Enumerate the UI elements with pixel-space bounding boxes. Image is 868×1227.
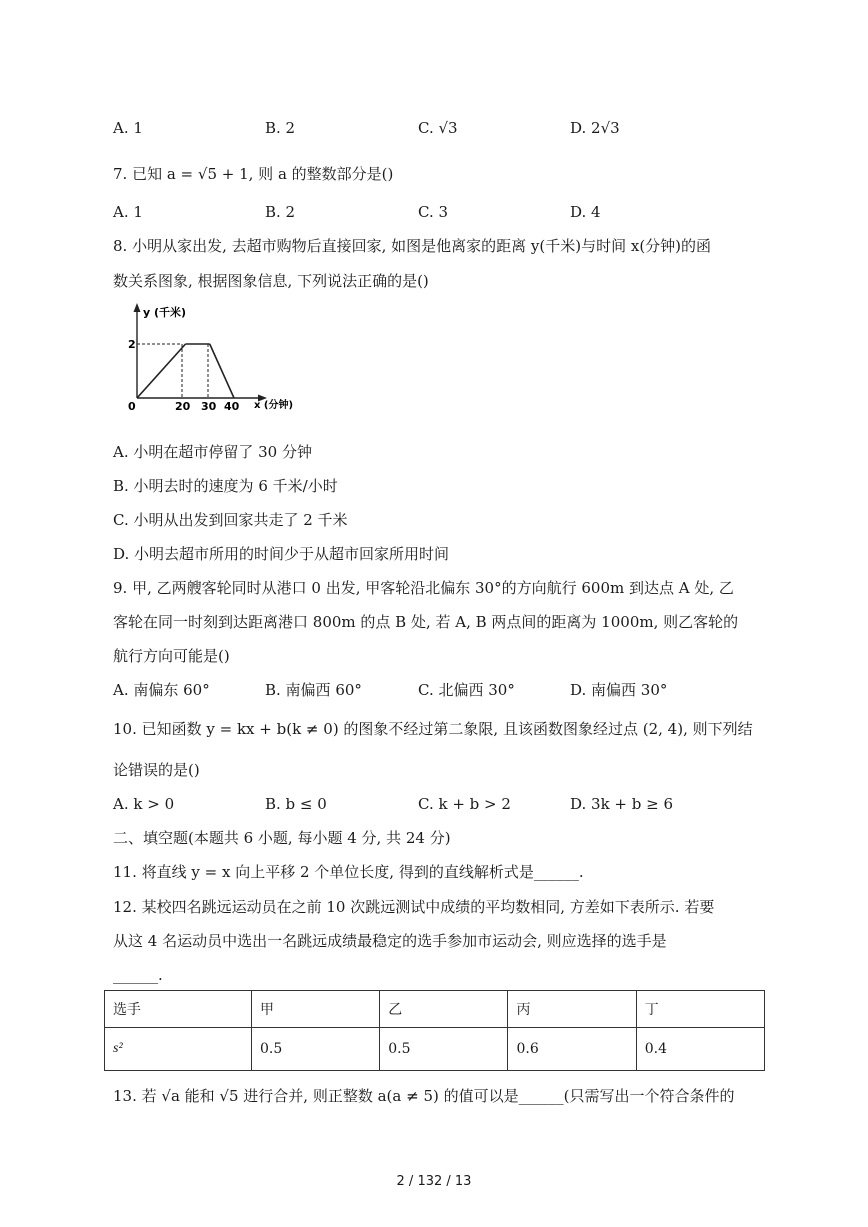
q10-option-d: D. 3k + b ≥ 6 bbox=[570, 795, 674, 813]
variance-table bbox=[104, 990, 765, 1071]
q9-option-a: A. 南偏东 60° bbox=[113, 681, 210, 699]
table-cell: 0.5 bbox=[380, 1028, 508, 1071]
origin-label: 0 bbox=[128, 400, 136, 413]
q10-line2: 论错误的是() bbox=[113, 761, 200, 779]
table-row bbox=[105, 1028, 765, 1071]
q7-option-a: A. 1 bbox=[113, 203, 143, 221]
q10-option-c: C. k + b > 2 bbox=[418, 795, 511, 813]
q7-stem: 7. 已知 a = √5 + 1, 则 a 的整数部分是() bbox=[113, 165, 394, 183]
q12-line2: 从这 4 名运动员中选出一名跳远成绩最稳定的选手参加市运动会, 则应选择的选手是 bbox=[113, 932, 667, 950]
q8-option-a: A. 小明在超市停留了 30 分钟 bbox=[113, 443, 312, 461]
q8-stem-line2: 数关系图象, 根据图象信息, 下列说法正确的是() bbox=[113, 272, 429, 290]
q9-option-d: D. 南偏西 30° bbox=[570, 681, 668, 699]
table-cell: s² bbox=[105, 1028, 252, 1071]
x-tick-40: 40 bbox=[224, 400, 240, 413]
series-line-group bbox=[137, 344, 234, 398]
q9-line2: 客轮在同一时刻到达距离港口 800m 的点 B 处, 若 A, B 两点间的距离为 1000m, 则乙客轮的 bbox=[113, 613, 739, 631]
table-cell: 选手 bbox=[105, 991, 252, 1028]
page-number: 2 / 132 / 13 bbox=[396, 1174, 472, 1189]
q9-option-b: B. 南偏西 60° bbox=[265, 681, 362, 699]
y-axis-arrow bbox=[134, 303, 141, 312]
q10-option-a: A. k > 0 bbox=[113, 795, 175, 813]
q12-line3: ______. bbox=[113, 966, 163, 984]
q8-stem-line1: 8. 小明从家出发, 去超市购物后直接回家, 如图是他离家的距离 y(千米)与时间 x(分钟)的函 bbox=[113, 237, 712, 255]
y-tick-2: 2 bbox=[128, 338, 136, 351]
q8-option-b: B. 小明去时的速度为 6 千米/小时 bbox=[113, 477, 338, 495]
q6-option-d: D. 2√3 bbox=[570, 119, 620, 137]
q6-option-c: C. √3 bbox=[418, 119, 458, 137]
q9-line1: 9. 甲, 乙两艘客轮同时从港口 0 出发, 甲客轮沿北偏东 30°的方向航行 600m 到达点 A 处, 乙 bbox=[113, 579, 734, 597]
q7-option-b: B. 2 bbox=[265, 203, 296, 221]
series-segment bbox=[137, 344, 186, 398]
q11: 11. 将直线 y = x 向上平移 2 个单位长度, 得到的直线解析式是______. bbox=[113, 863, 584, 881]
q10-line1: 10. 已知函数 y = kx + b(k ≠ 0) 的图象不经过第二象限, 且该函数图象经过点 (2, 4), 则下列结 bbox=[113, 720, 753, 738]
table-cell: 丁 bbox=[636, 991, 764, 1028]
table-cell: 甲 bbox=[251, 991, 379, 1028]
table-header-row bbox=[105, 991, 765, 1028]
q13: 13. 若 √a 能和 √5 进行合并, 则正整数 a(a ≠ 5) 的值可以是______(只需写出一个符合条件的 bbox=[113, 1087, 735, 1105]
distance-time-graph bbox=[112, 300, 312, 425]
q7-option-d: D. 4 bbox=[570, 203, 601, 221]
section2-heading: 二、填空题(本题共 6 小题, 每小题 4 分, 共 24 分) bbox=[113, 829, 451, 847]
q7-option-c: C. 3 bbox=[418, 203, 449, 221]
table-cell: 丙 bbox=[508, 991, 636, 1028]
table-cell: 乙 bbox=[380, 991, 508, 1028]
y-axis-label: y (千米) bbox=[143, 306, 187, 319]
q12-line1: 12. 某校四名跳远运动员在之前 10 次跳远测试中成绩的平均数相同, 方差如下表所示. 若要 bbox=[113, 898, 715, 916]
series-segment bbox=[210, 344, 234, 398]
table-cell: 0.4 bbox=[636, 1028, 764, 1071]
table-cell: 0.6 bbox=[508, 1028, 636, 1071]
q6-option-a: A. 1 bbox=[113, 119, 143, 137]
q10-option-b: B. b ≤ 0 bbox=[265, 795, 327, 813]
x-axis-label: x (分钟) bbox=[254, 400, 294, 411]
q8-option-d: D. 小明去超市所用的时间少于从超市回家所用时间 bbox=[113, 545, 450, 563]
x-tick-20: 20 bbox=[175, 400, 191, 413]
q6-option-b: B. 2 bbox=[265, 119, 296, 137]
q8-option-c: C. 小明从出发到回家共走了 2 千米 bbox=[113, 511, 348, 529]
x-tick-30: 30 bbox=[201, 400, 217, 413]
q9-line3: 航行方向可能是() bbox=[113, 647, 230, 665]
q9-option-c: C. 北偏西 30° bbox=[418, 681, 515, 699]
table-cell: 0.5 bbox=[251, 1028, 379, 1071]
